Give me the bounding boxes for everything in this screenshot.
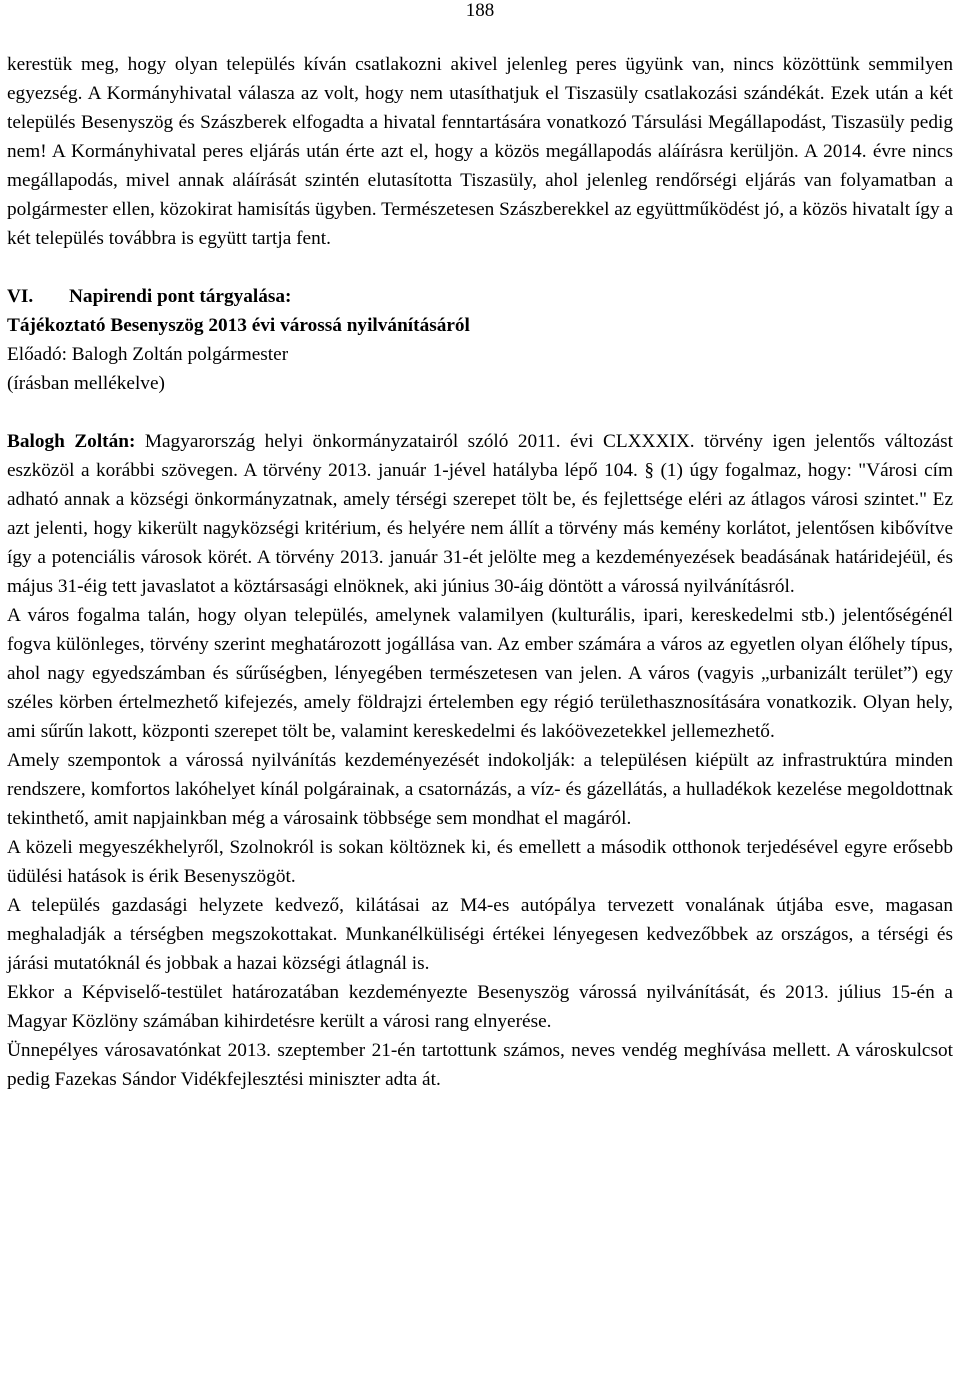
- body-paragraph: Ünnepélyes városavatónkat 2013. szeptember 21-én tartottunk számos, neves vendég meghívása mellett. A városkulcsot pedig Fazekas Sándor Vidékfejlesztési miniszter adta át.: [7, 1040, 953, 1090]
- speaker-paragraph: [7, 427, 953, 601]
- agenda-number: VI.: [7, 286, 34, 307]
- body-paragraph: A közeli megyeszékhelyről, Szolnokról is sokan költöznek ki, és emellett a második otthonok terjedésével egyre erősebb üdülési hatások is érik Besenyszögöt.: [7, 837, 953, 887]
- body-paragraph: Ekkor a Képviselő-testület határozatában kezdeményezte Besenyszög várossá nyilvánítását, és 2013. július 15-én a Magyar Közlöny számában kihirdetésre került a városi rang elnyerése.: [7, 982, 953, 1032]
- agenda-heading: [7, 282, 953, 311]
- document-body: [7, 50, 953, 1094]
- body-paragraph: Amely szempontok a várossá nyilvánítás kezdeményezését indokolják: a településen kiépült az infrastruktúra minden rendszere, komfortos lakóhelyet kínál polgárainak, a csatornázás, a víz- és gázellátás, a hulladékok kezelése megoldottnak tekinthető, amit napjainkban még a városaink többsége sem mondhat el magáról.: [7, 750, 953, 829]
- agenda-heading-text: Napirendi pont tárgyalása:: [69, 286, 292, 307]
- agenda-title: Tájékoztató Besenyszög 2013 évi várossá nyilvánításáról: [7, 315, 470, 336]
- agenda-presenter: Előadó: Balogh Zoltán polgármester: [7, 344, 289, 365]
- spacer: [7, 398, 953, 427]
- body-paragraph: A település gazdasági helyzete kedvező, kilátásai az M4-es autópálya tervezett vonalának útjába esve, magasan meghaladják a térségben megszokottakat. Munkanélküliségi értékei lényegesen kedvezőbbek az országos, a térségi és járási mutatóknál és jobbak a hazai községi átlagnál is.: [7, 895, 953, 974]
- agenda-attachment-note: (írásban mellékelve): [7, 373, 165, 394]
- intro-paragraph: kerestük meg, hogy olyan település kíván csatlakozni akivel jelenleg peres ügyünk van, nincs közöttünk semmilyen egyezség. A Kormányhivatal válasza az volt, hogy nem utasíthatjuk el Tiszasüly csatlakozási szándékát. Ezek után a két település Besenyszög és Szászberek elfogadta a hivatal fenntartására vonatkozó Társulási Megállapodást, Tiszasüly pedig nem! A Kormányhivatal peres eljárás után érte azt el, hogy a közös megállapodás aláírásra kerüljön. A 2014. évre nincs megállapodás, mivel annak aláírását szintén elutasította Tiszasüly, ahol jelenleg rendőrségi eljárás van folyamatban a polgármester ellen, közokirat hamisítás ügyben. Természetesen Szászberekkel az együttműködést jó, a közös hivatalt így a két település továbbra is együtt tartja fent.: [7, 54, 953, 249]
- body-paragraph: A város fogalma talán, hogy olyan település, amelynek valamilyen (kulturális, ipari, kereskedelmi stb.) jelentőségénél fogva különleges, törvény szerint meghatározott jogállása van. Az ember számára a város az egyetlen olyan élőhely típus, ahol nagy egyedszámban és sűrűségben, lényegében természetesen van jelen. A város (vagyis „urbanizált terület”) egy széles körben értelmezhető kifejezés, amely földrajzi értelemben egy régió területhasznosítására vonatkozik. Olyan hely, ami sűrűn lakott, központi szerepet tölt be, valamint kereskedelmi és lakóövezetekkel jellemezhető.: [7, 605, 953, 742]
- speaker-text: Magyarország helyi önkormányzatairól szóló 2011. évi CLXXXIX. törvény igen jelentős változást eszközöl a korábbi szövegen. A törvény 2013. január 1-jével hatályba lépő 104. § (1) úgy fogalmaz, hogy: "Városi cím adható annak a községi önkormányzatnak, amely térségi szerepet tölt be, és fejlettsége eléri az átlagos városi szintet." Ez azt jelenti, hogy kikerült nagyközségi kritérium, és helyére nem állít a törvény más kemény korlátot, jelentősen kibővítve így a potenciális városok körét. A törvény 2013. január 31-ét jelölte meg a kezdeményezések beadásának határidejéül, és május 31-éig tett javaslatot a köztársasági elnöknek, aki június 30-áig döntött a várossá nyilvánításról.: [7, 431, 953, 597]
- speaker-name: Balogh Zoltán:: [7, 431, 136, 452]
- page-number: 188: [465, 0, 495, 21]
